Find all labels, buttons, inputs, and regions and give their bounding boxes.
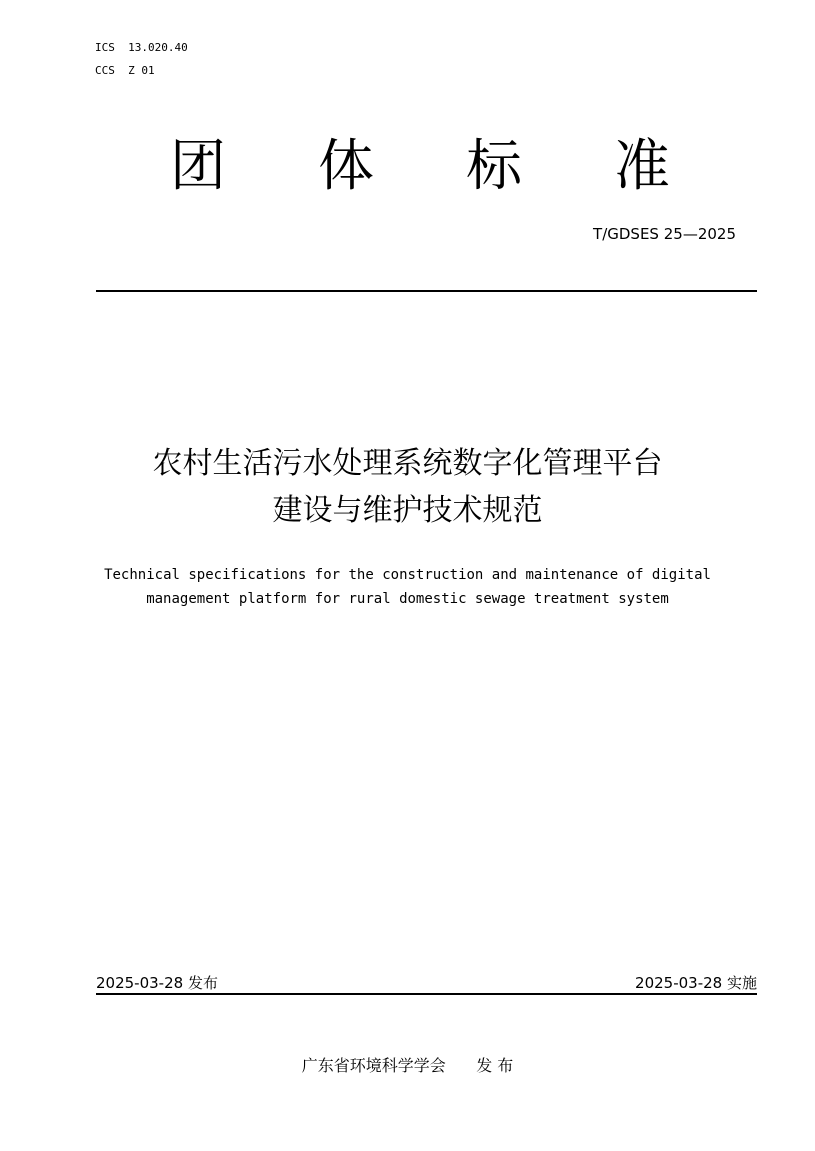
ics-code: ICS 13.020.40 (95, 41, 188, 54)
publisher-line (0, 1053, 815, 1076)
top-divider (96, 290, 757, 292)
standard-type-heading (170, 132, 670, 202)
title-chinese (0, 440, 815, 534)
title-english (0, 563, 815, 611)
publish-date: 2025-03-28 发布 (96, 974, 218, 992)
standard-type-char: 团 (170, 134, 226, 199)
standard-type-char: 准 (614, 134, 670, 199)
publisher-name: 广东省环境科学学会 (301, 1056, 446, 1075)
standard-number: T/GDSES 25—2025 (593, 225, 736, 243)
standard-type-char: 标 (466, 134, 522, 199)
publisher-action: 发 布 (476, 1056, 514, 1075)
title-english-line-2: management platform for rural domestic sewage treatment system (146, 591, 669, 607)
ccs-code: CCS Z 01 (95, 64, 155, 77)
implement-date: 2025-03-28 实施 (635, 974, 757, 992)
standard-type-char: 体 (318, 134, 374, 199)
bottom-divider (96, 993, 757, 995)
title-chinese-line-2: 建设与维护技术规范 (272, 493, 543, 528)
title-english-line-1: Technical specifications for the construction and maintenance of digital (104, 567, 711, 583)
title-chinese-line-1: 农村生活污水处理系统数字化管理平台 (152, 446, 663, 481)
